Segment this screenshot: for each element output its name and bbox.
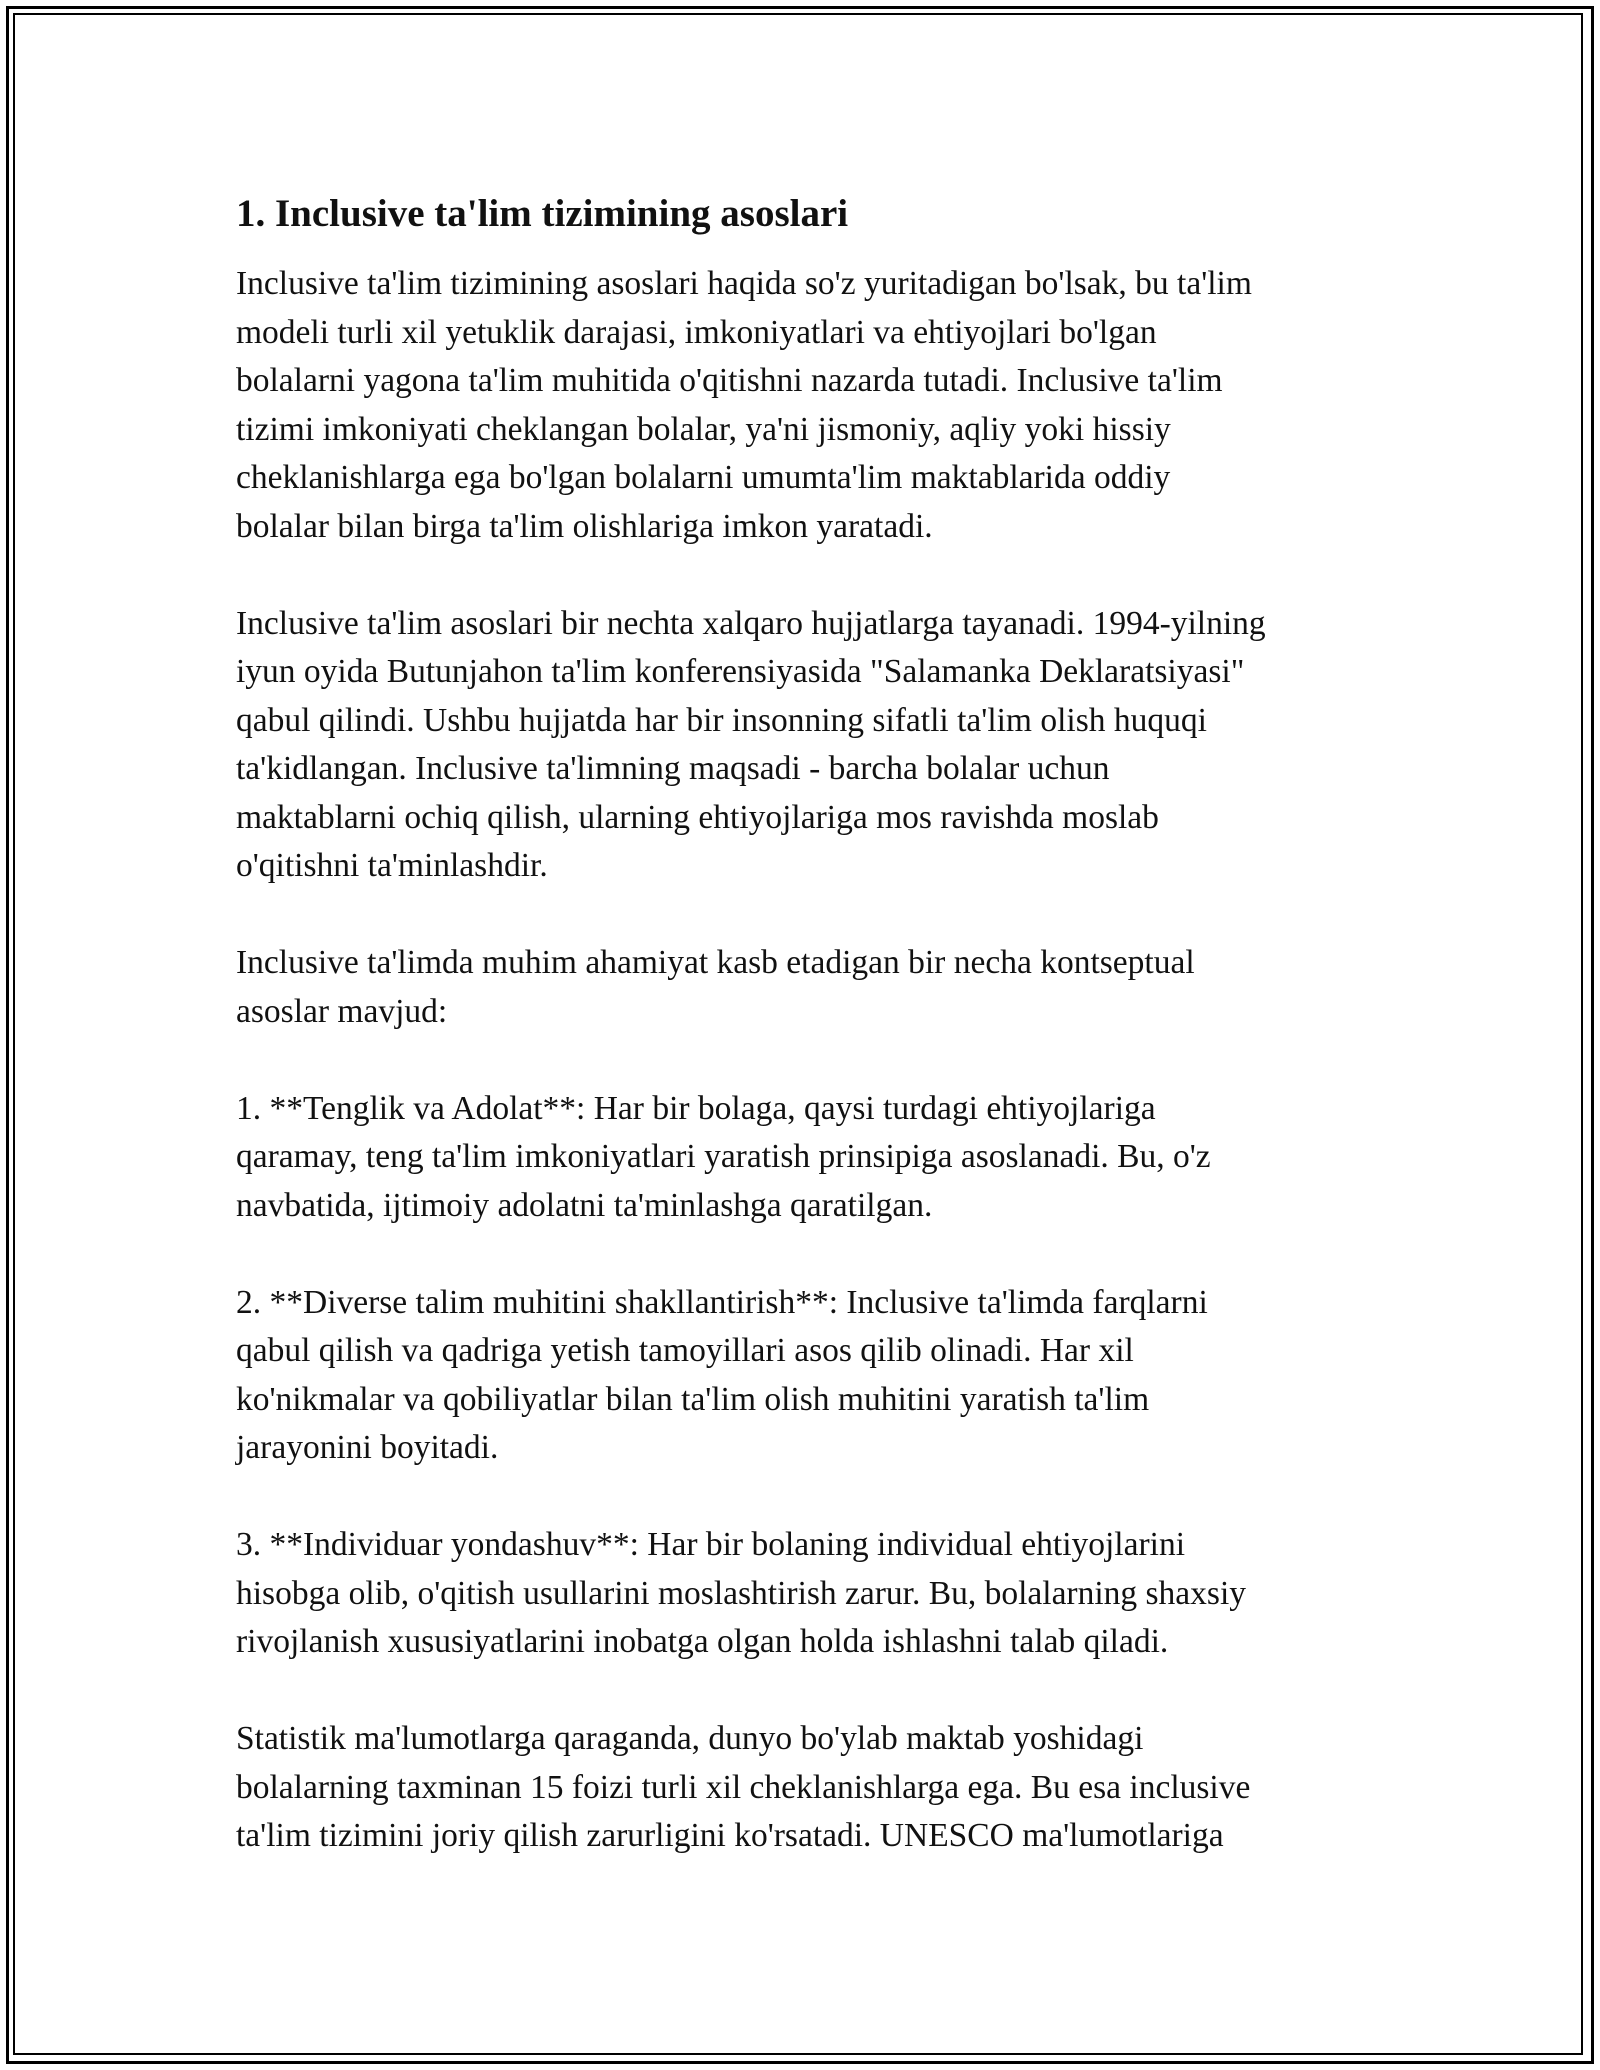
text-line: navbatida, ijtimoiy adolatni ta'minlashga qaratilgan. (236, 1186, 933, 1224)
text-line: bolalarni yagona ta'lim muhitida o'qitishni nazarda tutadi. Inclusive ta'lim (236, 362, 1223, 399)
text-line: iyun oyida Butunjahon ta'lim konferensiyasida "Salamanka Deklaratsiyasi" (236, 653, 1245, 690)
paragraph-intro (236, 260, 1366, 551)
text-line: hisobga olib, o'qitish usullarini moslashtirish zarur. Bu, bolalarning shaxsiy (236, 1574, 1247, 1612)
text-line: maktablarni ochiq qilish, ularning ehtiyojlariga mos ravishda moslab (236, 798, 1159, 836)
text-line: ta'lim tizimini joriy qilish zarurligini ko'rsatadi. UNESCO ma'lumotlariga (236, 1817, 1224, 1854)
text-line: cheklanishlarga ega bo'lgan bolalarni umumta'lim maktablarida oddiy (236, 459, 1171, 496)
text-line: 2. **Diverse talim muhitini shakllantirish**: Inclusive ta'limda farqlarni (236, 1283, 1208, 1321)
text-line: qaramay, teng ta'lim imkoniyatlari yaratish prinsipiga asoslanadi. Bu, o'z (236, 1138, 1211, 1175)
text-line: Inclusive ta'lim asoslari bir nechta xalqaro hujjatlarga tayanadi. 1994-yilning (236, 604, 1266, 642)
list-item-diverse-environment (236, 1279, 1366, 1473)
text-line: qabul qilish va qadriga yetish tamoyillari asos qilib olinadi. Har xil (236, 1332, 1134, 1369)
text-line: Statistik ma'lumotlarga qaraganda, dunyo bo'ylab maktab yoshidagi (236, 1720, 1144, 1757)
text-line: qabul qilindi. Ushbu hujjatda har bir insonning sifatli ta'lim olish huquqi (236, 701, 1207, 739)
paragraph-international-documents (236, 600, 1366, 891)
text-line: 1. **Tenglik va Adolat**: Har bir bolaga, qaysi turdagi ehtiyojlariga (236, 1089, 1156, 1127)
document-body (236, 186, 1366, 1909)
paragraph-statistics (236, 1715, 1366, 1861)
text-line: ta'kidlangan. Inclusive ta'limning maqsadi - barcha bolalar uchun (236, 750, 1110, 787)
text-line: rivojlanish xususiyatlarini inobatga olgan holda ishlashni talab qiladi. (236, 1623, 1169, 1660)
section-heading: 1. Inclusive ta'lim tizimining asoslari (236, 192, 849, 235)
list-item-equality (236, 1085, 1366, 1231)
text-line: asoslar mavjud: (236, 992, 448, 1030)
text-line: jarayonini boyitadi. (236, 1429, 499, 1466)
text-line: Inclusive ta'limda muhim ahamiyat kasb etadigan bir necha kontseptual (236, 944, 1195, 981)
text-line: o'qitishni ta'minlashdir. (236, 847, 548, 884)
text-line: ko'nikmalar va qobiliyatlar bilan ta'lim olish muhitini yaratish ta'lim (236, 1380, 1150, 1418)
text-line: modeli turli xil yetuklik darajasi, imkoniyatlari va ehtiyojlari bo'lgan (236, 313, 1157, 351)
text-line: Inclusive ta'lim tizimining asoslari haqida so'z yuritadigan bo'lsak, bu ta'lim (236, 265, 1252, 302)
text-line: tizimi imkoniyati cheklangan bolalar, ya'ni jismoniy, aqliy yoki hissiy (236, 410, 1171, 448)
text-line: 3. **Individuar yondashuv**: Har bir bolaning individual ehtiyojlarini (236, 1526, 1186, 1563)
text-line: bolalarning taxminan 15 foizi turli xil cheklanishlarga ega. Bu esa inclusive (236, 1768, 1251, 1806)
list-item-individual-approach (236, 1521, 1366, 1667)
text-line: bolalar bilan birga ta'lim olishlariga imkon yaratadi. (236, 507, 933, 545)
paragraph-conceptual-foundations (236, 939, 1366, 1036)
